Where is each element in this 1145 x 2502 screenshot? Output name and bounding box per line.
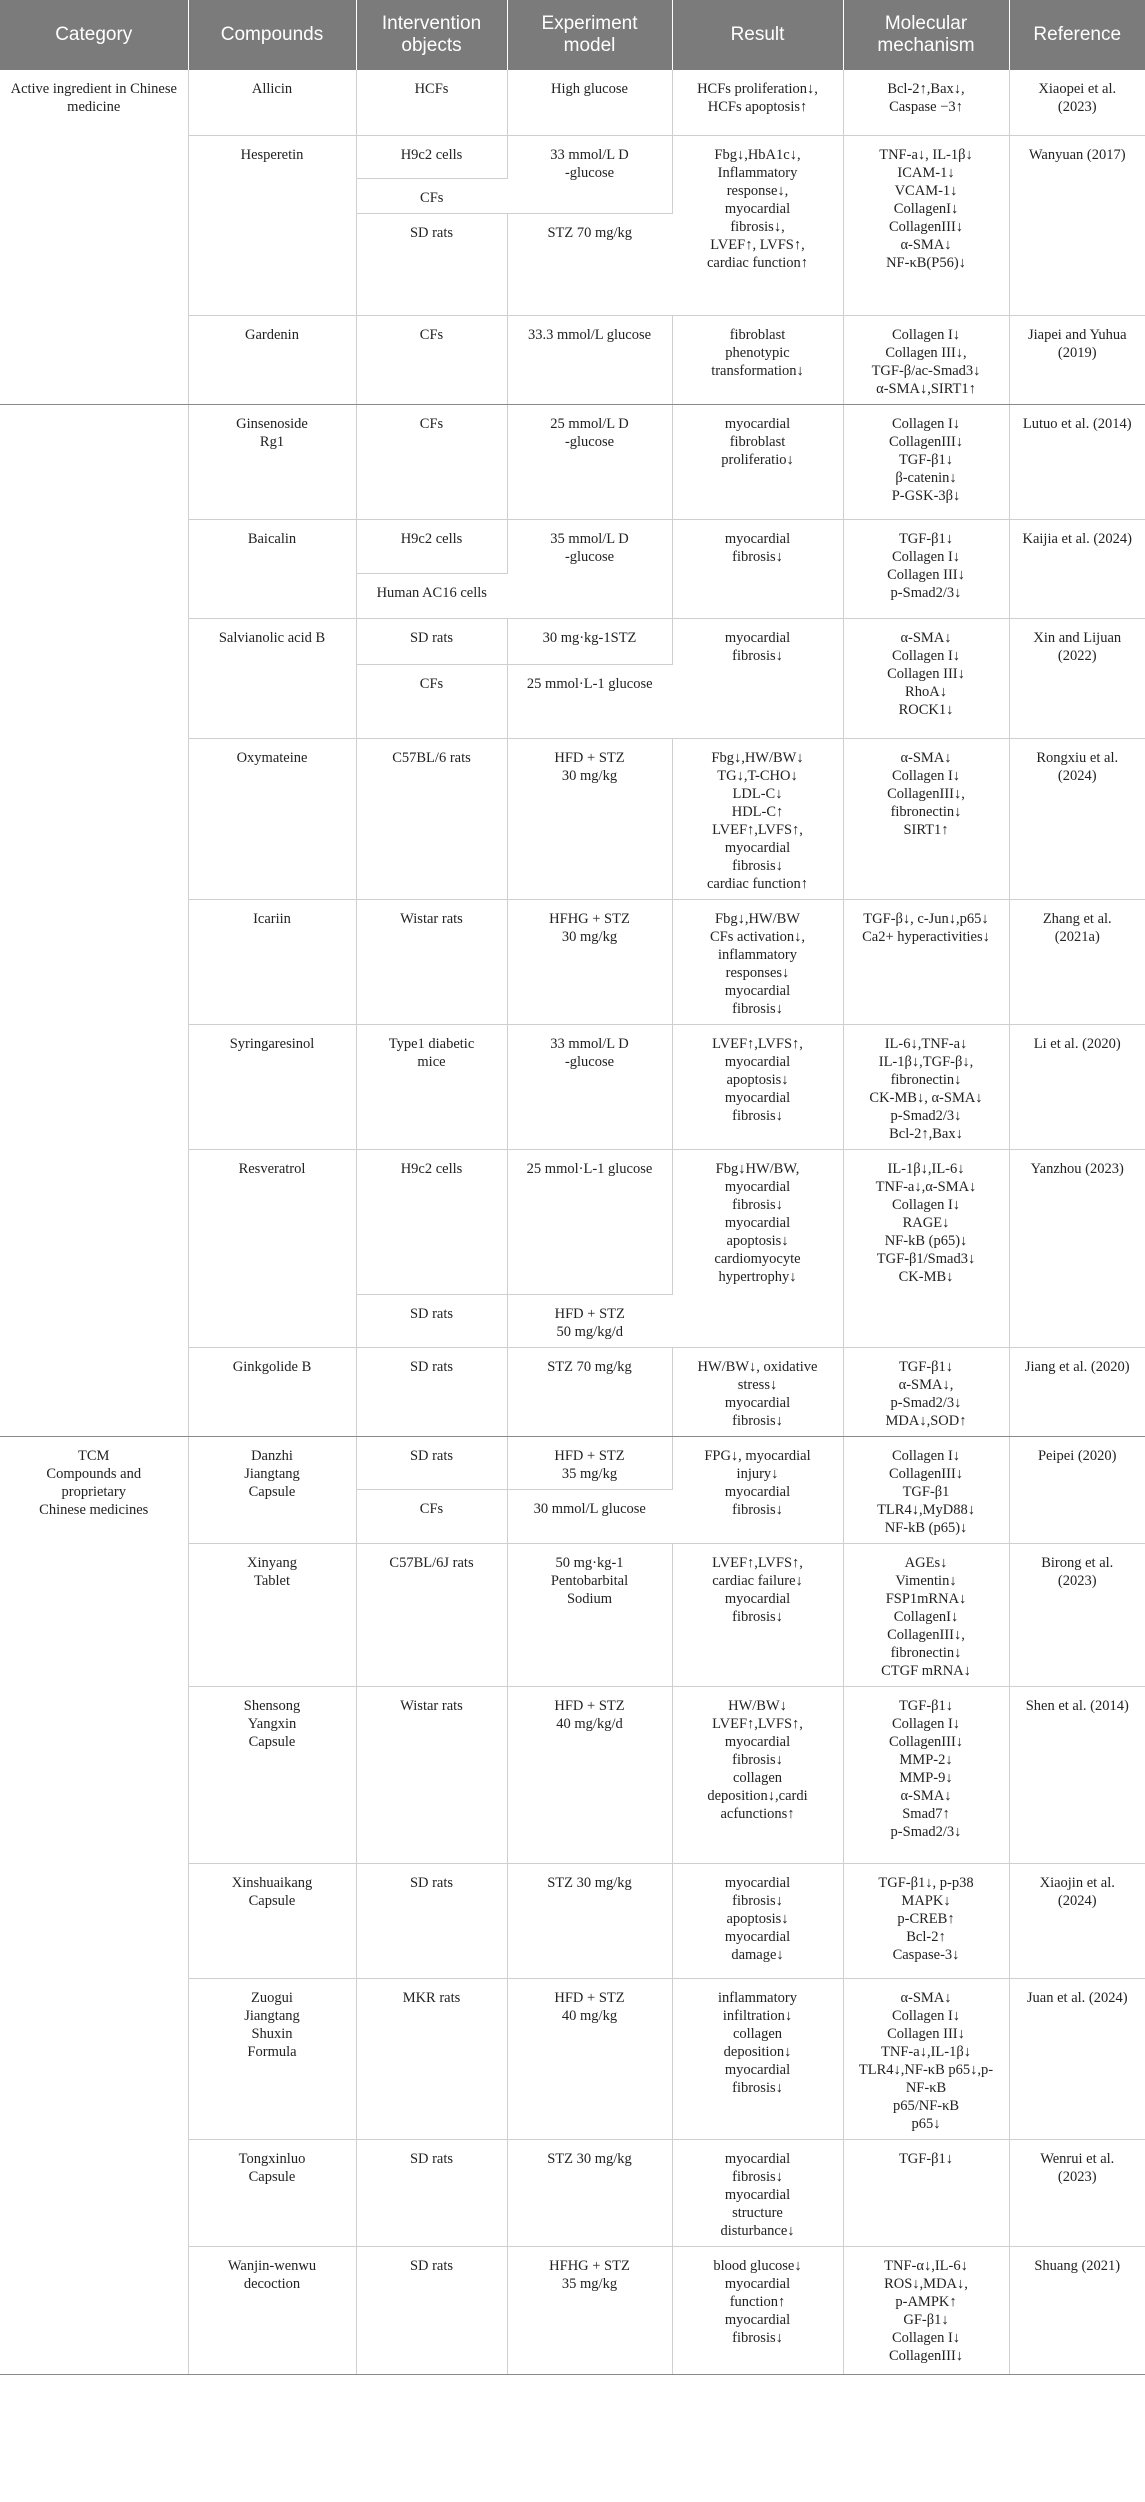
cell-reference: Kaijia et al. (2024) (1009, 519, 1145, 618)
cell-intervention: CFs (356, 1489, 507, 1543)
cell-model: STZ 30 mg/kg (507, 2139, 672, 2246)
cell-intervention: SD rats (356, 1436, 507, 1489)
cell-intervention: MKR rats (356, 1978, 507, 2139)
cell-category (0, 404, 188, 1436)
cell-reference: Xiaojin et al. (2024) (1009, 1863, 1145, 1978)
cell-compound: Baicalin (188, 519, 356, 618)
cell-intervention: Type1 diabetic mice (356, 1024, 507, 1149)
cell-compound: Resveratrol (188, 1149, 356, 1347)
cell-reference: Wenrui et al. (2023) (1009, 2139, 1145, 2246)
cell-mechanism: IL-6↓,TNF-a↓ IL-1β↓,TGF-β↓, fibronectin↓ CK-MB↓, α-SMA↓ p-Smad2/3↓ Bcl-2↑,Bax↓ (843, 1024, 1009, 1149)
cell-reference: Jiapei and Yuhua (2019) (1009, 315, 1145, 404)
cell-mechanism: TGF-β1↓ Collagen I↓ Collagen III↓ p-Smad2/3↓ (843, 519, 1009, 618)
cell-model: 33 mmol/L D -glucose (507, 135, 672, 213)
cell-model: 30 mg·kg-1STZ (507, 618, 672, 664)
cell-intervention: Wistar rats (356, 1686, 507, 1863)
cell-reference: Rongxiu et al. (2024) (1009, 738, 1145, 899)
cell-result: Fbg↓HW/BW, myocardial fibrosis↓ myocardial apoptosis↓ cardiomyocyte hypertrophy↓ (672, 1149, 843, 1347)
cell-intervention: HCFs (356, 70, 507, 135)
cell-reference: Zhang et al. (2021a) (1009, 899, 1145, 1024)
cell-intervention: H9c2 cells (356, 1149, 507, 1294)
cell-compound: Gardenin (188, 315, 356, 404)
cell-compound: Wanjin-wenwu decoction (188, 2246, 356, 2374)
cell-intervention: SD rats (356, 618, 507, 664)
cell-model: 33.3 mmol/L glucose (507, 315, 672, 404)
cell-intervention: SD rats (356, 213, 507, 315)
cell-mechanism: TGF-β1↓ (843, 2139, 1009, 2246)
cell-mechanism: AGEs↓ Vimentin↓ FSP1mRNA↓ CollagenI↓ CollagenIII↓, fibronectin↓ CTGF mRNA↓ (843, 1543, 1009, 1686)
cell-result: Fbg↓,HW/BW↓ TG↓,T-CHO↓ LDL-C↓ HDL-C↑ LVEF↑,LVFS↑, myocardial fibrosis↓ cardiac function↑ (672, 738, 843, 899)
cell-intervention: CFs (356, 178, 507, 213)
cell-category: Active ingredient in Chinese medicine (0, 70, 188, 404)
cell-compound: Allicin (188, 70, 356, 135)
cell-result: HW/BW↓, oxidative stress↓ myocardial fibrosis↓ (672, 1347, 843, 1436)
cell-compound: Oxymateine (188, 738, 356, 899)
cell-reference: Li et al. (2020) (1009, 1024, 1145, 1149)
cell-model: HFD + STZ 30 mg/kg (507, 738, 672, 899)
cell-mechanism: Collagen I↓ CollagenIII↓ TGF-β1 TLR4↓,MyD88↓ NF-kB (p65)↓ (843, 1436, 1009, 1543)
cell-model: STZ 70 mg/kg (507, 1347, 672, 1436)
cell-mechanism: TGF-β1↓, p-p38 MAPK↓ p-CREB↑ Bcl-2↑ Caspase-3↓ (843, 1863, 1009, 1978)
cell-mechanism: α-SMA↓ Collagen I↓ CollagenIII↓, fibronectin↓ SIRT1↑ (843, 738, 1009, 899)
cell-intervention: C57BL/6J rats (356, 1543, 507, 1686)
cell-model: HFD + STZ 35 mg/kg (507, 1436, 672, 1489)
cell-compound: Danzhi Jiangtang Capsule (188, 1436, 356, 1543)
cell-intervention: H9c2 cells (356, 519, 507, 573)
cell-category: TCM Compounds and proprietary Chinese medicines (0, 1436, 188, 2374)
cell-intervention: SD rats (356, 1347, 507, 1436)
cell-compound: Ginkgolide B (188, 1347, 356, 1436)
cell-mechanism: Bcl-2↑,Bax↓, Caspase −3↑ (843, 70, 1009, 135)
cell-model: HFD + STZ 40 mg/kg (507, 1978, 672, 2139)
cell-mechanism: TGF-β1↓ α-SMA↓, p-Smad2/3↓ MDA↓,SOD↑ (843, 1347, 1009, 1436)
header-mechanism: Molecular mechanism (843, 0, 1009, 70)
cell-mechanism: Collagen I↓ CollagenIII↓ TGF-β1↓ β-catenin↓ P-GSK-3β↓ (843, 404, 1009, 519)
cell-intervention: SD rats (356, 1294, 507, 1347)
cell-intervention: CFs (356, 664, 507, 738)
cell-model: STZ 70 mg/kg (507, 213, 672, 315)
cell-intervention: Human AC16 cells (356, 573, 507, 618)
cell-model: 25 mmol/L D -glucose (507, 404, 672, 519)
cell-reference: Juan et al. (2024) (1009, 1978, 1145, 2139)
cell-intervention: SD rats (356, 2246, 507, 2374)
cell-result: fibroblast phenotypic transformation↓ (672, 315, 843, 404)
cell-result: myocardial fibrosis↓ (672, 519, 843, 618)
cell-model: HFHG + STZ 30 mg/kg (507, 899, 672, 1024)
cell-model: 35 mmol/L D -glucose (507, 519, 672, 618)
cell-mechanism: IL-1β↓,IL-6↓ TNF-a↓,α-SMA↓ Collagen I↓ RAGE↓ NF-kB (p65)↓ TGF-β1/Smad3↓ CK-MB↓ (843, 1149, 1009, 1347)
cell-model: STZ 30 mg/kg (507, 1863, 672, 1978)
cell-model: HFD + STZ 50 mg/kg/d (507, 1294, 672, 1347)
cell-intervention: Wistar rats (356, 899, 507, 1024)
header-reference: Reference (1009, 0, 1145, 70)
cell-result: myocardial fibroblast proliferatio↓ (672, 404, 843, 519)
cell-mechanism: Collagen I↓ Collagen III↓, TGF-β/ac-Smad3↓ α-SMA↓,SIRT1↑ (843, 315, 1009, 404)
cell-intervention: CFs (356, 315, 507, 404)
cell-compound: Xinshuaikang Capsule (188, 1863, 356, 1978)
cell-compound: Ginsenoside Rg1 (188, 404, 356, 519)
cell-compound: Xinyang Tablet (188, 1543, 356, 1686)
cell-model: 25 mmol·L-1 glucose (507, 664, 672, 738)
cell-reference: Jiang et al. (2020) (1009, 1347, 1145, 1436)
cell-mechanism: α-SMA↓ Collagen I↓ Collagen III↓ TNF-a↓,IL-1β↓ TLR4↓,NF-κB p65↓,p- NF-κB p65/NF-κB p65↓ (843, 1978, 1009, 2139)
cell-compound: Zuogui Jiangtang Shuxin Formula (188, 1978, 356, 2139)
header-row (0, 0, 1145, 70)
cell-result: FPG↓, myocardial injury↓ myocardial fibrosis↓ (672, 1436, 843, 1543)
cell-result: myocardial fibrosis↓ myocardial structure disturbance↓ (672, 2139, 843, 2246)
cell-intervention: H9c2 cells (356, 135, 507, 178)
cell-model: 30 mmol/L glucose (507, 1489, 672, 1543)
cell-result: inflammatory infiltration↓ collagen deposition↓ myocardial fibrosis↓ (672, 1978, 843, 2139)
header-category: Category (0, 0, 188, 70)
header-intervention: Intervention objects (356, 0, 507, 70)
cell-intervention: C57BL/6 rats (356, 738, 507, 899)
table-row (0, 404, 1145, 519)
cell-model: 50 mg·kg-1 Pentobarbital Sodium (507, 1543, 672, 1686)
cell-result: LVEF↑,LVFS↑, myocardial apoptosis↓ myocardial fibrosis↓ (672, 1024, 843, 1149)
cell-intervention: SD rats (356, 1863, 507, 1978)
cell-result: myocardial fibrosis↓ (672, 618, 843, 738)
table-body (0, 70, 1145, 2374)
cell-result: LVEF↑,LVFS↑, cardiac failure↓ myocardial fibrosis↓ (672, 1543, 843, 1686)
cell-result: myocardial fibrosis↓ apoptosis↓ myocardial damage↓ (672, 1863, 843, 1978)
cell-result: Fbg↓,HbA1c↓, Inflammatory response↓, myocardial fibrosis↓, LVEF↑, LVFS↑, cardiac function↑ (672, 135, 843, 315)
cell-reference: Lutuo et al. (2014) (1009, 404, 1145, 519)
cell-intervention: SD rats (356, 2139, 507, 2246)
cell-mechanism: TNF-α↓,IL-6↓ ROS↓,MDA↓, p-AMPK↑ GF-β1↓ Collagen I↓ CollagenIII↓ (843, 2246, 1009, 2374)
cell-compound: Icariin (188, 899, 356, 1024)
cell-reference: Yanzhou (2023) (1009, 1149, 1145, 1347)
cell-reference: Wanyuan (2017) (1009, 135, 1145, 315)
cell-result: blood glucose↓ myocardial function↑ myocardial fibrosis↓ (672, 2246, 843, 2374)
cell-reference: Birong et al. (2023) (1009, 1543, 1145, 1686)
cell-mechanism: TGF-β1↓ Collagen I↓ CollagenIII↓ MMP-2↓ MMP-9↓ α-SMA↓ Smad7↑ p-Smad2/3↓ (843, 1686, 1009, 1863)
table-row (0, 1436, 1145, 1489)
cell-compound: Salvianolic acid B (188, 618, 356, 738)
cell-reference: Shuang (2021) (1009, 2246, 1145, 2374)
cell-mechanism: TGF-β↓, c-Jun↓,p65↓ Ca2+ hyperactivities↓ (843, 899, 1009, 1024)
header-compounds: Compounds (188, 0, 356, 70)
cell-model: HFHG + STZ 35 mg/kg (507, 2246, 672, 2374)
cell-compound: Syringaresinol (188, 1024, 356, 1149)
cell-model: 33 mmol/L D -glucose (507, 1024, 672, 1149)
cell-reference: Shen et al. (2014) (1009, 1686, 1145, 1863)
cell-result: Fbg↓,HW/BW CFs activation↓, inflammatory responses↓ myocardial fibrosis↓ (672, 899, 843, 1024)
cell-compound: Tongxinluo Capsule (188, 2139, 356, 2246)
cell-model: High glucose (507, 70, 672, 135)
cell-reference: Xiaopei et al. (2023) (1009, 70, 1145, 135)
cell-result: HCFs proliferation↓, HCFs apoptosis↑ (672, 70, 843, 135)
cell-mechanism: TNF-a↓, IL-1β↓ ICAM-1↓ VCAM-1↓ CollagenI↓ CollagenIII↓ α-SMA↓ NF-κB(P56)↓ (843, 135, 1009, 315)
header-model: Experiment model (507, 0, 672, 70)
cell-model: 25 mmol·L-1 glucose (507, 1149, 672, 1294)
header-result: Result (672, 0, 843, 70)
cell-mechanism: α-SMA↓ Collagen I↓ Collagen III↓ RhoA↓ ROCK1↓ (843, 618, 1009, 738)
cell-model: HFD + STZ 40 mg/kg/d (507, 1686, 672, 1863)
cell-result: HW/BW↓ LVEF↑,LVFS↑, myocardial fibrosis↓ collagen deposition↓,cardi acfunctions↑ (672, 1686, 843, 1863)
table-row (0, 70, 1145, 135)
cell-reference: Peipei (2020) (1009, 1436, 1145, 1543)
cell-intervention: CFs (356, 404, 507, 519)
cell-reference: Xin and Lijuan (2022) (1009, 618, 1145, 738)
cell-compound: Shensong Yangxin Capsule (188, 1686, 356, 1863)
cell-compound: Hesperetin (188, 135, 356, 315)
